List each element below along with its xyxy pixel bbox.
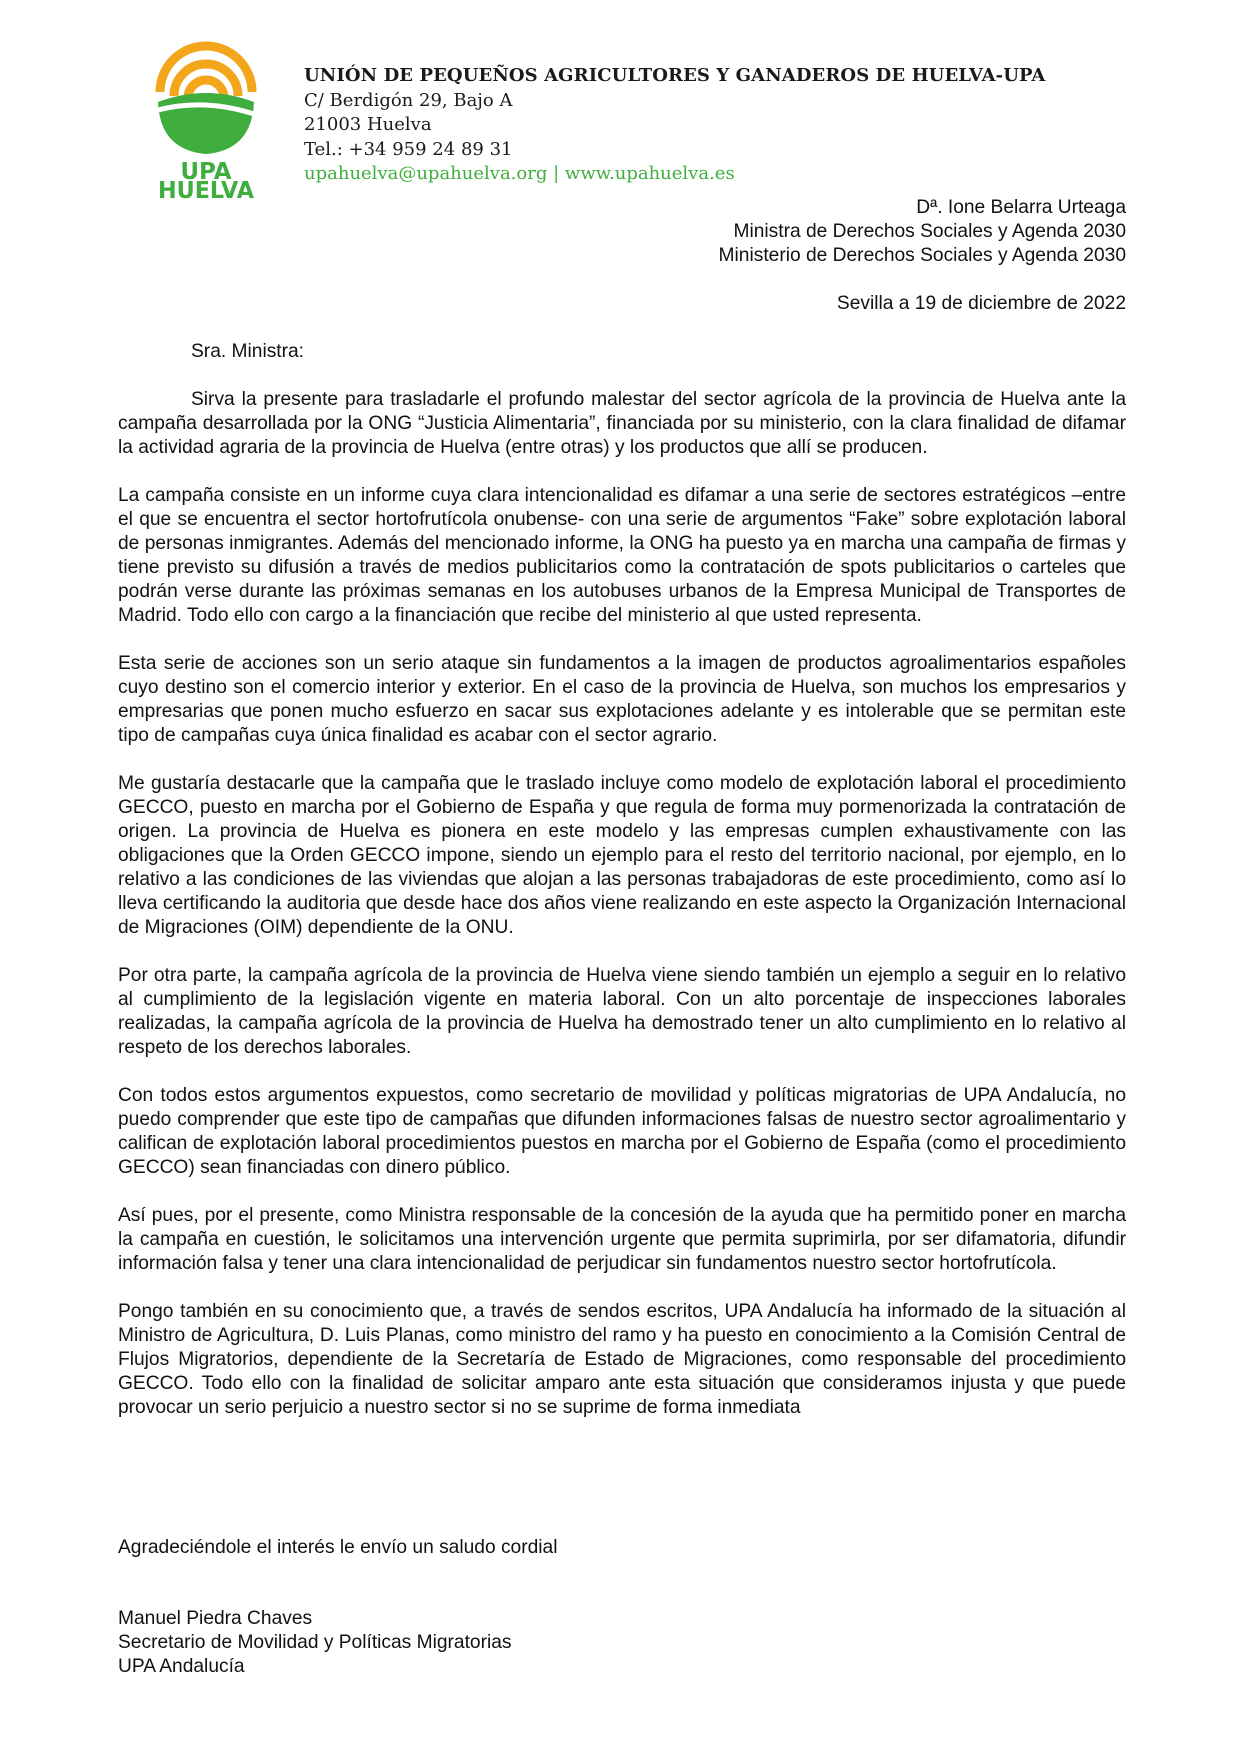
recipient-ministry: Ministerio de Derechos Sociales y Agenda 2030	[718, 245, 1126, 266]
org-address: C/ Berdigón 29, Bajo A	[304, 89, 513, 111]
signature-block	[118, 1607, 512, 1679]
recipient-name: Dª. Ione Belarra Urteaga	[916, 197, 1126, 218]
body-paragraph: La campaña consiste en un informe cuya clara intencionalidad es difamar a una serie de sectores estratégicos –entre el que se encuentra el sector hortofrutícola onubense- con una serie de argumentos “Fake” sobre explotación laboral de personas inmigrantes. Además del mencionado informe, la ONG ha puesto ya en marcha una campaña de firmas y tiene previsto su difusión a través de medios publicitarios como la contratación de spots publicitarios o carteles que podrán verse durante las próximas semanas en los autobuses urbanos de la Empresa Municipal de Transportes de Madrid. Todo ello con cargo a la financiación que recibe del ministerio al que usted representa.	[118, 485, 1126, 626]
org-name: UNIÓN DE PEQUEÑOS AGRICULTORES Y GANADEROS DE HUELVA-UPA	[304, 65, 1046, 86]
closing: Agradeciéndole el interés le envío un saludo cordial	[118, 1537, 558, 1558]
signer-organization: UPA Andalucía	[118, 1656, 245, 1677]
body-paragraph: Así pues, por el presente, como Ministra responsable de la concesión de la ayuda que ha permitido poner en marcha la campaña en cuestión, le solicitamos una intervención urgente que permita suprimirla, por ser difamatoria, difundir información falsa y tener una clara intencionalidad de perjudicar sin fundamentos nuestro sector hortofrutícola.	[118, 1205, 1126, 1274]
salutation: Sra. Ministra:	[191, 341, 305, 362]
signer-title: Secretario de Movilidad y Políticas Migratorias	[118, 1632, 512, 1653]
letter-body	[118, 388, 1126, 1444]
body-paragraph: Con todos estos argumentos expuestos, como secretario de movilidad y políticas migratorias de UPA Andalucía, no puedo comprender que este tipo de campañas que difunden informaciones falsas de nuestro sector agroalimentario y califican de explotación laboral procedimientos puestos en marcha por el Gobierno de España (como el procedimiento GECCO) sean financiadas con dinero público.	[118, 1085, 1126, 1178]
body-paragraph: Por otra parte, la campaña agrícola de la provincia de Huelva viene siendo también un ejemplo a seguir en lo relativo al cumplimiento de la legislación vigente en materia laboral. Con un alto porcentaje de inspecciones laborales realizadas, la campaña agrícola de la provincia de Huelva ha demostrado tener un alto cumplimiento en lo relativo al respeto de los derechos laborales.	[118, 965, 1126, 1058]
contact-separator: |	[553, 163, 560, 184]
logo-text-upa: UPA	[180, 159, 232, 185]
signer-name: Manuel Piedra Chaves	[118, 1608, 313, 1629]
body-paragraph: Me gustaría destacarle que la campaña que le traslado incluye como modelo de explotación laboral el procedimiento GECCO, puesto en marcha por el Gobierno de España y que regula de forma muy pormenorizada la contratación de origen. La provincia de Huelva es pionera en este modelo y las empresas cumplen exhaustivamente con las obligaciones que la Orden GECCO impone, siendo un ejemplo para el resto del territorio nacional, por ejemplo, en lo relativo a las condiciones de las viviendas que alojan a las personas trabajadoras de este procedimiento, como así lo lleva certificando la auditoria que desde hace dos años viene realizando en este aspecto la Organización Internacional de Migraciones (OIM) dependiente de la ONU.	[118, 773, 1126, 938]
recipient-block	[719, 196, 1126, 268]
recipient-role: Ministra de Derechos Sociales y Agenda 2030	[733, 221, 1126, 242]
body-paragraph: Pongo también en su conocimiento que, a través de sendos escritos, UPA Andalucía ha informado de la situación al Ministro de Agricultura, D. Luis Planas, como ministro del ramo y ha puesto en conocimiento a la Comisión Central de Flujos Migratorios, dependiente de la Secretaría de Estado de Migraciones, como responsable del procedimiento GECCO. Todo ello con la finalidad de solicitar amparo ante esta situación que consideramos injusta y que puede provocar un serio perjuicio a nuestro sector si no se suprime de forma inmediata	[118, 1301, 1126, 1418]
body-paragraph: Esta serie de acciones son un serio ataque sin fundamentos a la imagen de productos agroalimentarios españoles cuyo destino son el comercio interior y exterior. En el caso de la provincia de Huelva, son muchos los empresarios y empresarias que ponen mucho esfuerzo en sacar sus explotaciones adelante y es intolerable que se permitan este tipo de campañas cuya única finalidad es acabar con el sector agrario.	[118, 653, 1126, 746]
org-contact-line	[304, 162, 1045, 187]
letter-date: Sevilla a 19 de diciembre de 2022	[836, 293, 1126, 314]
org-phone: Tel.: +34 959 24 89 31	[304, 138, 513, 160]
org-city: 21003 Huelva	[304, 114, 432, 135]
letterhead	[304, 64, 1045, 187]
logo-text-huelva: HUELVA	[158, 178, 255, 204]
org-website-link[interactable]: www.upahuelva.es	[564, 163, 735, 184]
upa-huelva-logo	[154, 32, 258, 204]
org-email-link[interactable]: upahuelva@upahuelva.org	[304, 163, 548, 184]
body-paragraph: Sirva la presente para trasladarle el profundo malestar del sector agrícola de la provincia de Huelva ante la campaña desarrollada por la ONG “Justicia Alimentaria”, financiada por su ministerio, con la clara finalidad de difamar la actividad agraria de la provincia de Huelva (entre otras) y los productos que allí se producen.	[118, 389, 1126, 458]
